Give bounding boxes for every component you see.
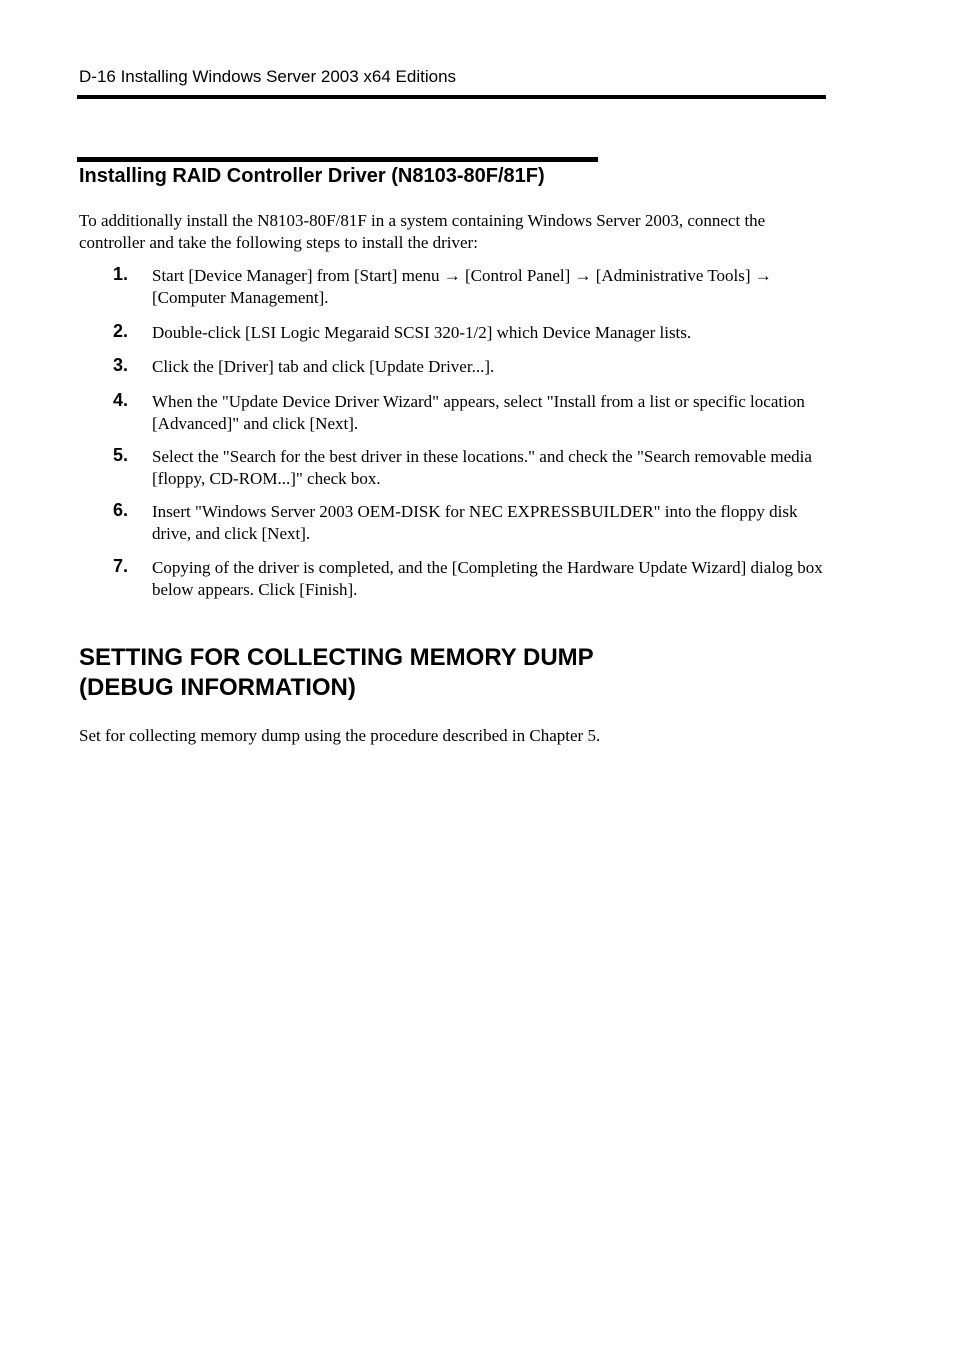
memory-dump-title: [79, 643, 779, 703]
memory-dump-title-line1: SETTING FOR COLLECTING MEMORY DUMP: [79, 644, 594, 671]
step-text: Copying of the driver is completed, and the [Completing the Hardware Update Wizard] dialog box below appears. Click [Finish].: [152, 558, 823, 599]
step-text: Insert "Windows Server 2003 OEM-DISK for NEC EXPRESSBUILDER" into the floppy disk drive, and click [Next].: [152, 502, 798, 543]
step-number: 3.: [113, 355, 129, 375]
section-title: Installing RAID Controller Driver (N8103-80F/81F): [79, 165, 545, 187]
step-number: 7.: [113, 556, 129, 576]
step-text: Start [Device Manager] from [Start] menu → [Control Panel] → [Administrative Tools] → [Computer Management].: [152, 266, 772, 307]
step-number: 6.: [113, 500, 129, 520]
step-text: Select the "Search for the best driver in these locations." and check the "Search removable media [floppy, CD-ROM...]" check box.: [152, 447, 812, 488]
step-text: When the "Update Device Driver Wizard" appears, select "Install from a list or specific location [Advanced]" and click [Next].: [152, 392, 805, 433]
step-number: 4.: [113, 390, 129, 410]
step-number: 5.: [113, 445, 129, 465]
section-rule: [77, 157, 598, 162]
memory-dump-paragraph: Set for collecting memory dump using the procedure described in Chapter 5.: [79, 726, 601, 745]
step-number: 2.: [113, 321, 129, 341]
step-text: Double-click [LSI Logic Megaraid SCSI 320-1/2] which Device Manager lists.: [152, 323, 692, 342]
step-text: Click the [Driver] tab and click [Update Driver...].: [152, 357, 495, 376]
memory-dump-title-line2: (DEBUG INFORMATION): [79, 674, 356, 701]
page-header: D-16 Installing Windows Server 2003 x64 Editions: [79, 67, 457, 86]
header-rule: [77, 95, 826, 99]
step-number: 1.: [113, 264, 129, 284]
intro-paragraph: To additionally install the N8103-80F/81F in a system containing Windows Server 2003, connect the controller and take the following steps to install the driver:: [79, 211, 766, 252]
